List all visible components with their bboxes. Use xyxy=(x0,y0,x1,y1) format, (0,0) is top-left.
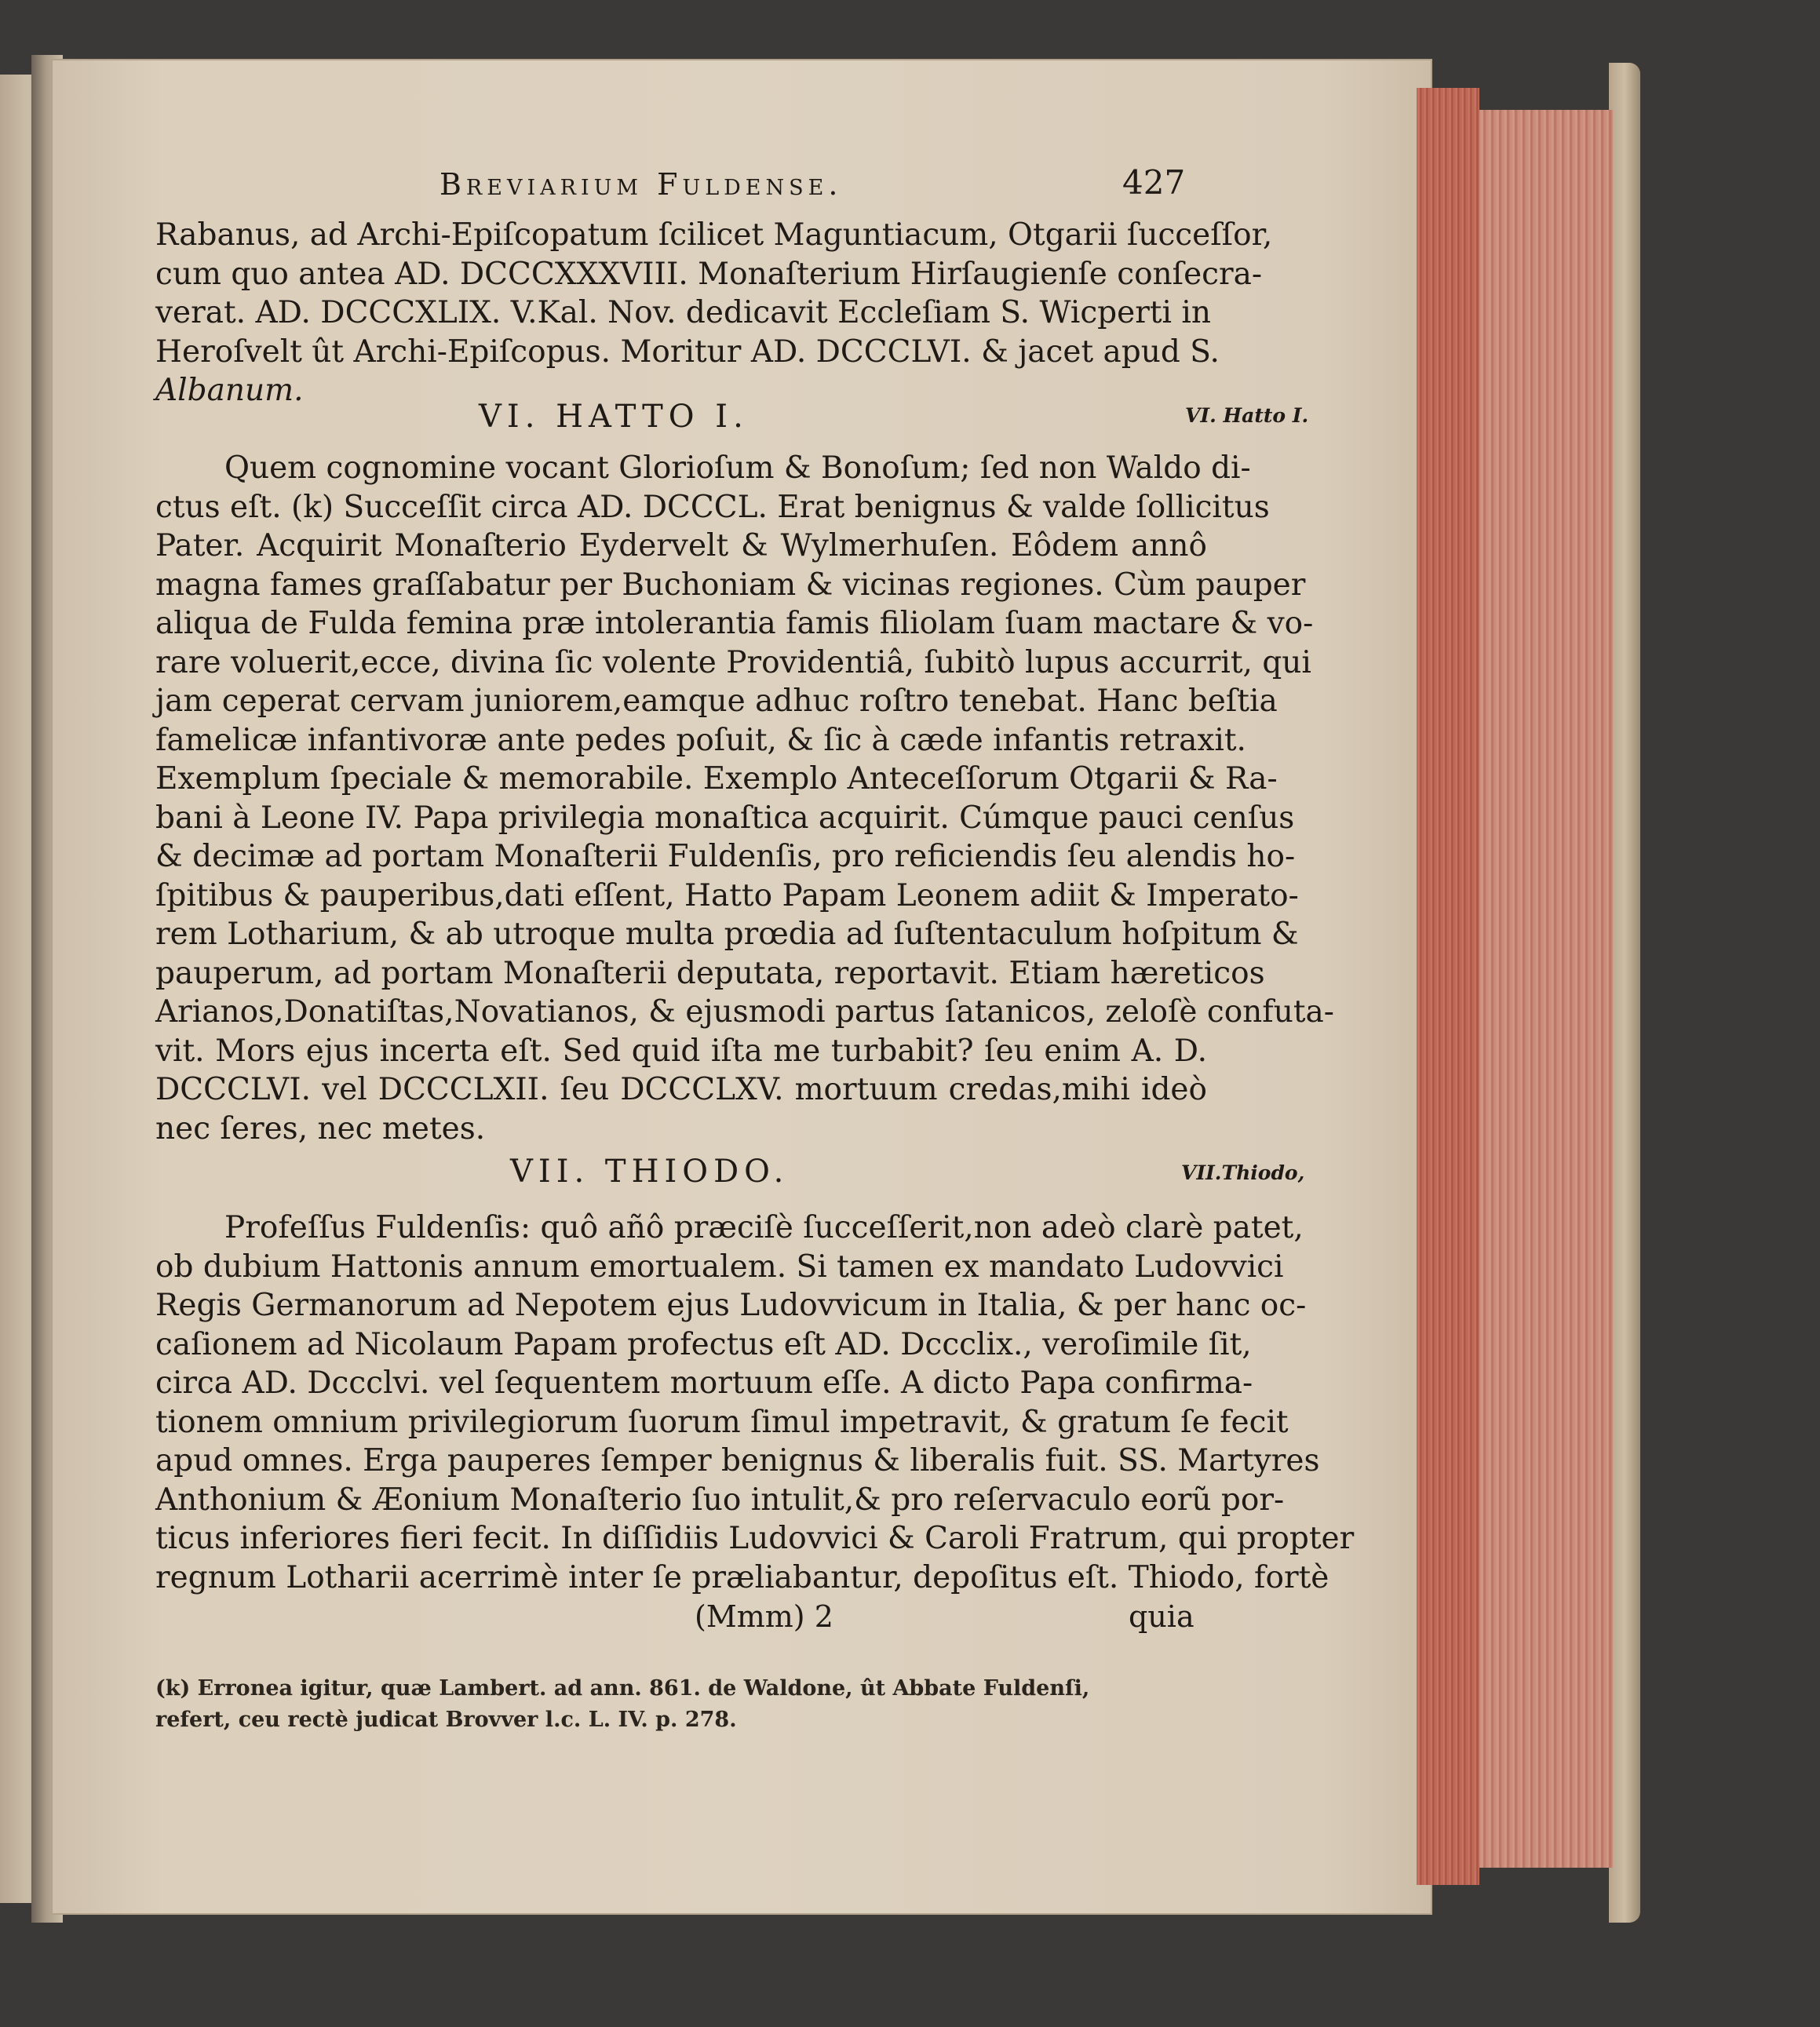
text-line: tionem omnium privilegiorum ſuorum ſimul impetravit, & gratum ſe fecit xyxy=(155,1404,1289,1440)
text-line: ctus eſt. (k) Succeſſit circa AD. DCCCL. Erat benignus & valde ſollicitus xyxy=(155,489,1270,525)
text-line: pauperum, ad portam Monaſterii deputata, reportavit. Etiam hæreticos xyxy=(155,955,1265,991)
text-line: Regis Germanorum ad Nepotem ejus Ludovvicum in Italia, & per hanc oc- xyxy=(155,1288,1307,1323)
section-vii-paragraph xyxy=(155,1209,1355,1597)
text-line: Quem cognomine vocant Glorioſum & Bonoſum; ſed non Waldo di- xyxy=(224,450,1251,486)
text-line: rem Lotharium, & ab utroque multa prœdia ad ſuſtentaculum hoſpitum & xyxy=(155,917,1299,952)
book-cover-edge xyxy=(1609,63,1640,1923)
section-heading-vii: VII. THIODO. xyxy=(510,1154,790,1190)
text-line: nec ſeres, nec metes. xyxy=(155,1110,486,1147)
running-head: Breviarium Fuldense. xyxy=(439,167,843,202)
text-line: Pater. Acquirit Monaſterio Eydervelt & Wylmerhuſen. Eôdem annô xyxy=(155,528,1207,563)
text-line: magna fames graſſabatur per Buchoniam & vicinas regiones. Cùm pauper xyxy=(155,567,1306,603)
text-line: jam ceperat cervam juniorem,eamque adhuc roſtro tenebat. Hanc beſtia xyxy=(155,684,1278,719)
section-vi-paragraph xyxy=(155,449,1334,1148)
text-line: Anthonium & Æonium Monaſterio ſuo intulit,& pro reſervaculo eorũ por- xyxy=(155,1482,1285,1518)
section-heading-vi: VI. HATTO I. xyxy=(479,399,749,435)
text-line: Arianos,Donatiſtas,Novatianos, & ejusmodi partus ſatanicos, zeloſè confuta- xyxy=(155,994,1334,1030)
text-line: apud omnes. Erga pauperes ſemper benignus & liberalis fuit. SS. Martyres xyxy=(155,1443,1320,1478)
margin-note-vi: VI. Hatto I. xyxy=(1185,404,1309,427)
text-line: circa AD. Dccclvi. vel ſequentem mortuum eſſe. A dicto Papa confirma- xyxy=(155,1365,1253,1401)
text-line: famelicæ infantivoræ ante pedes poſuit, & ſic à cæde infantis retraxit. xyxy=(155,722,1246,758)
page-number: 427 xyxy=(1122,163,1186,202)
text-line: ſpitibus & pauperibus,dati eſſent, Hatto Papam Leonem adiit & Imperato- xyxy=(155,877,1299,913)
text-line: aliqua de Fulda femina præ intolerantia famis filiolam ſuam mactare & vo- xyxy=(155,606,1314,641)
footnote xyxy=(155,1673,1199,1736)
text-line: regnum Lotharii acerrimè inter ſe præliabantur, depoſitus eſt. Thiodo, fortè xyxy=(155,1559,1329,1595)
text-line: bani à Leone IV. Papa privilegia monaſtica acquirit. Cúmque pauci cenſus xyxy=(155,800,1295,836)
text-line: rare voluerit,ecce, divina ſic volente Providentiâ, ſubitò lupus accurrit, qui xyxy=(155,644,1311,680)
text-line: Profeſſus Fuldenſis: quô añô præciſè ſucceſſerit,non adeò clarè patet, xyxy=(224,1210,1304,1245)
margin-note-vii: VII.Thiodo, xyxy=(1181,1161,1305,1184)
signature-mark: (Mmm) 2 xyxy=(695,1599,833,1634)
text-line: caſionem ad Nicolaum Papam profectus eſt AD. Dccclix., veroſimile ſit, xyxy=(155,1326,1252,1362)
text-line: Exemplum ſpeciale & memorabile. Exemplo Anteceſſorum Otgarii & Ra- xyxy=(155,761,1278,797)
intro-paragraph xyxy=(155,216,1273,410)
catchword: quia xyxy=(1129,1599,1194,1634)
text-line: verat. AD. DCCCXLIX. V.Kal. Nov. dedicavit Eccleſiam S. Wicperti in xyxy=(155,295,1211,330)
text-line: vit. Mors ejus incerta eſt. Sed quid iſta me turbabit? ſeu enim A. D. xyxy=(155,1033,1207,1069)
footnote-line: (k) Erronea igitur, quæ Lambert. ad ann. 861. de Waldone, ût Abbate Fuldenſi, xyxy=(155,1676,1090,1701)
text-line: ticus inferiores fieri fecit. In diſſidiis Ludovvici & Caroli Fratrum, qui propter xyxy=(155,1521,1355,1556)
text-line: DCCCLVI. vel DCCCLXII. ſeu DCCCLXV. mortuum credas,mihi ideò xyxy=(155,1072,1207,1107)
text-line: Albanum. xyxy=(155,373,304,408)
text-line: Rabanus, ad Archi-Epiſcopatum ſcilicet Maguntiacum, Otgarii ſucceſſor, xyxy=(155,217,1273,253)
fore-edge-pages xyxy=(1479,110,1613,1868)
red-fore-edge xyxy=(1417,88,1479,1885)
text-line: cum quo antea AD. DCCCXXXVIII. Monaſterium Hirſaugienſe conſecra- xyxy=(155,256,1263,292)
text-line: Heroſvelt ût Archi-Epiſcopus. Moritur AD. DCCCLVI. & jacet apud S. xyxy=(155,334,1220,370)
text-line: ob dubium Hattonis annum emortualem. Si tamen ex mandato Ludovvici xyxy=(155,1249,1284,1285)
text-line: & decimæ ad portam Monaſterii Fuldenſis, pro reficiendis ſeu alendis ho- xyxy=(155,839,1296,874)
footnote-line: refert, ceu rectè judicat Brovver l.c. L. IV. p. 278. xyxy=(155,1708,737,1732)
